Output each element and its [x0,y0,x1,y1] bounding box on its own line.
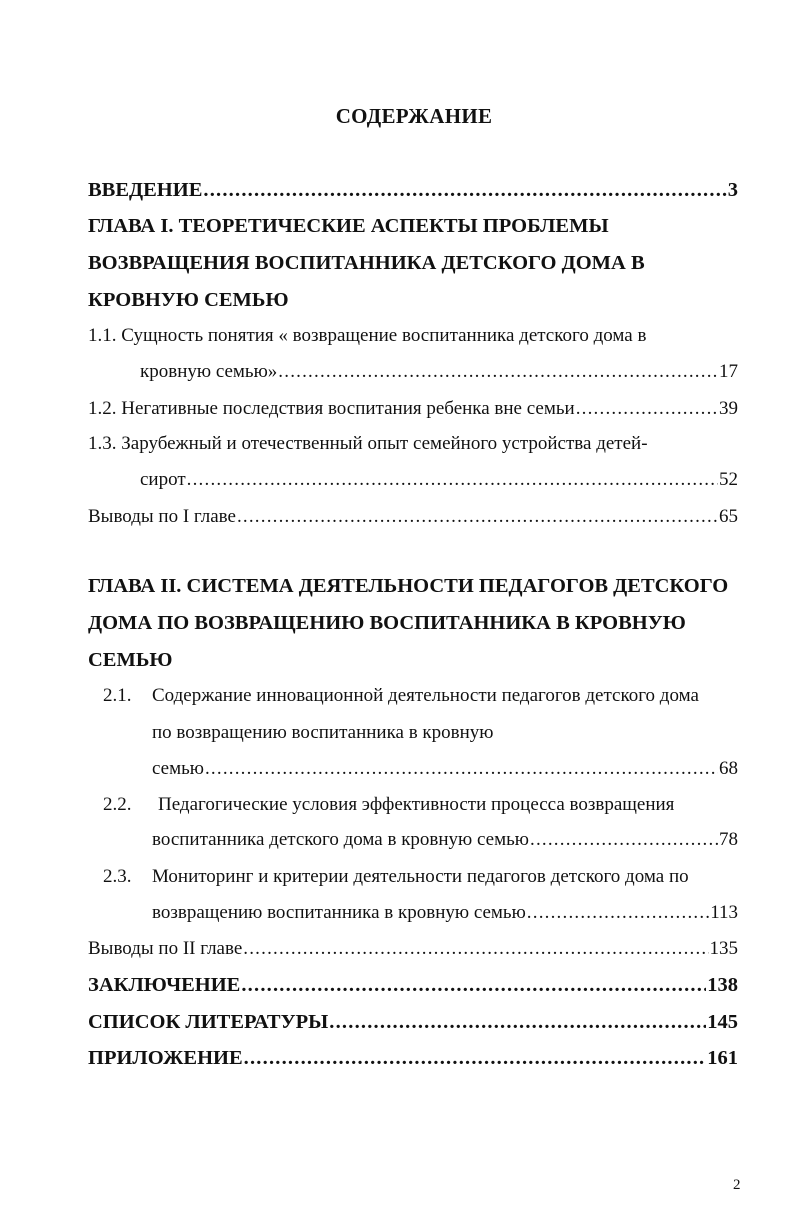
toc-entry-conclusions-1 [88,507,738,526]
toc-leader [530,830,718,849]
toc-page-number: 39 [719,398,738,419]
toc-leader [576,399,718,418]
toc-entry-2-1-number: 2.1. [103,685,132,706]
toc-entry-conclusion [88,975,738,996]
toc-entry-1-2 [88,399,738,418]
toc-entry-conclusions-2 [88,939,738,958]
toc-entry-2-1 [152,759,738,778]
toc-page-number: 52 [719,469,738,490]
chapter2-title-line-1: ГЛАВА II. СИСТЕМА ДЕЯТЕЛЬНОСТИ ПЕДАГОГОВ ДЕТСКОГО [88,575,729,597]
toc-entry-2-1-line-2: по возвращению воспитанника в кровную [152,722,494,743]
toc-entry-2-2-number: 2.2. [103,794,132,815]
toc-leader [243,939,708,958]
toc-label: ВВЕДЕНИЕ [88,179,203,201]
toc-label: возвращению воспитанника в кровную семью [152,902,526,923]
toc-leader [244,1048,707,1069]
toc-label: СПИСОК ЛИТЕРАТУРЫ [88,1011,329,1033]
toc-entry-2-3 [152,903,738,922]
toc-entry-1-3 [140,470,738,489]
chapter2-title-line-3: СЕМЬЮ [88,649,173,671]
chapter2-title-line-2: ДОМА ПО ВОЗВРАЩЕНИЮ ВОСПИТАННИКА В КРОВНУЮ [88,612,686,634]
toc-page-number: 65 [719,506,738,527]
toc-label: Выводы по II главе [88,938,243,959]
toc-page-number: 17 [719,361,738,382]
toc-page-number: 3 [727,179,738,201]
toc-leader [237,507,718,526]
chapter1-title-line-1: ГЛАВА I. ТЕОРЕТИЧЕСКИЕ АСПЕКТЫ ПРОБЛЕМЫ [88,215,609,237]
toc-entry-bibliography [88,1012,738,1033]
page-title: СОДЕРЖАНИЕ [335,104,493,128]
toc-page-number: 135 [709,938,738,959]
toc-entry-appendix [88,1048,738,1069]
toc-leader [203,180,726,201]
toc-entry-1-3-line-1: 1.3. Зарубежный и отечественный опыт семейного устройства детей- [88,433,648,454]
toc-leader [187,470,718,489]
toc-entry-2-3-number: 2.3. [103,866,132,887]
toc-entry-2-3-line-1: Мониторинг и критерии деятельности педагогов детского дома по [152,866,689,887]
toc-leader [241,975,706,996]
toc-label: сирот [140,469,186,490]
toc-entry-1-1 [140,362,738,381]
toc-leader [278,362,718,381]
page-number: 2 [733,1177,741,1193]
toc-entry-2-2 [152,830,738,849]
toc-label: воспитанника детского дома в кровную семью [152,829,529,850]
toc-label: ЗАКЛЮЧЕНИЕ [88,974,241,996]
toc-label: Выводы по I главе [88,506,236,527]
toc-entry-intro [88,180,738,201]
toc-page-number: 68 [719,758,738,779]
toc-page-number: 161 [707,1047,738,1069]
chapter1-title-line-3: КРОВНУЮ СЕМЬЮ [88,289,289,311]
toc-page-number: 138 [707,974,738,996]
toc-leader [329,1012,706,1033]
toc-page-number: 78 [719,829,738,850]
chapter1-title-line-2: ВОЗВРАЩЕНИЯ ВОСПИТАННИКА ДЕТСКОГО ДОМА В [88,252,645,274]
toc-page-number: 113 [710,902,738,923]
toc-page-number: 145 [707,1011,738,1033]
toc-entry-2-2-line-1: Педагогические условия эффективности процесса возвращения [158,794,675,815]
toc-entry-1-1-line-1: 1.1. Сущность понятия « возвращение воспитанника детского дома в [88,325,647,346]
toc-label: 1.2. Негативные последствия воспитания ребенка вне семьи [88,398,575,419]
toc-leader [527,903,709,922]
toc-label: семью [152,758,204,779]
toc-leader [205,759,718,778]
toc-label: кровную семью» [140,361,278,382]
toc-entry-2-1-line-1: Содержание инновационной деятельности педагогов детского дома [152,685,699,706]
toc-label: ПРИЛОЖЕНИЕ [88,1047,243,1069]
